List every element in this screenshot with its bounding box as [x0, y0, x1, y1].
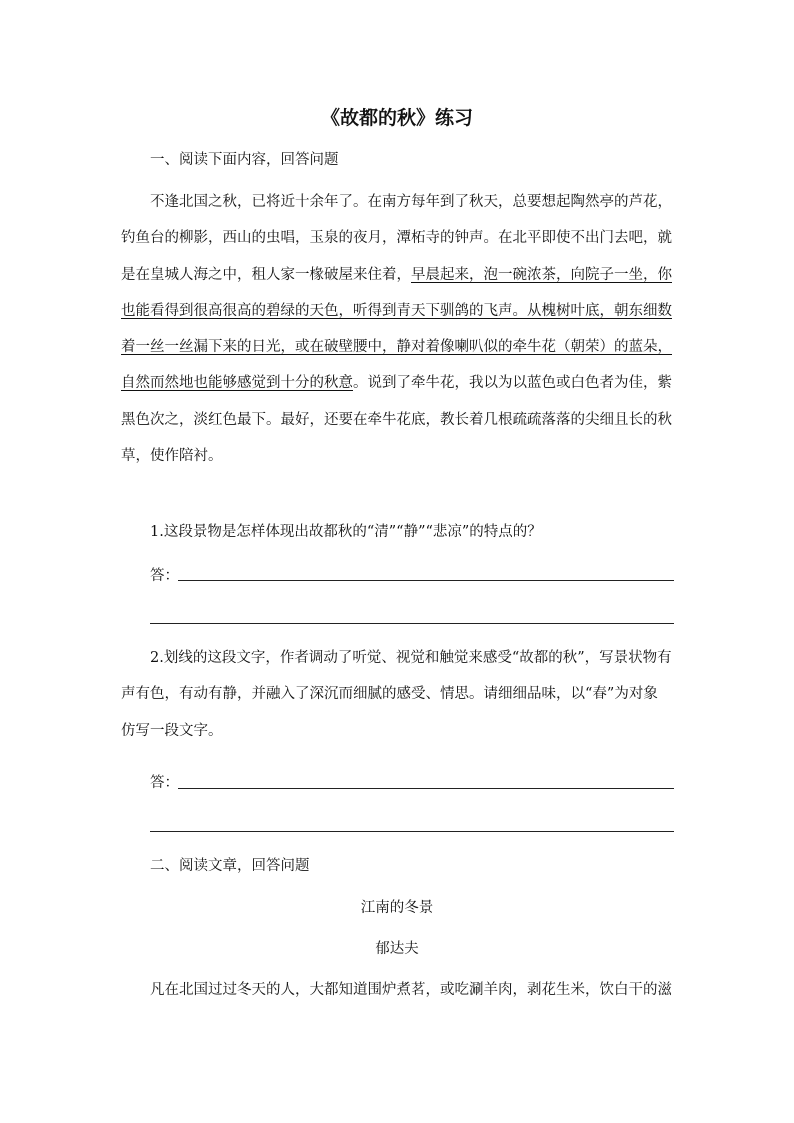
question-1: 1.这段景物是怎样体现出故都秋的“清”“静”“悲凉”的特点的？ [150, 524, 542, 540]
article-title: 江南的冬景 [360, 900, 434, 916]
underlined-passage: 也能看得到很高很高的碧绿的天色，听得到青天下驯鸽的飞声。从槐树叶底，朝东细数 [121, 302, 672, 319]
passage-line [121, 365, 681, 401]
passage-line: 草，使作陪衬。 [121, 448, 223, 465]
passage-line: 不逢北国之秋，已将近十余年了。在南方每年到了秋天，总要想起陶然亭的芦花， [150, 194, 672, 210]
passage-paragraph [121, 184, 681, 474]
answer-line[interactable] [178, 580, 674, 581]
answer-block-1 [150, 566, 674, 586]
page-title: 《故都的秋》练习 [320, 107, 473, 129]
article-line: 凡在北国过过冬天的人，大都知道围炉煮茗，或吃涮羊肉，剥花生米，饮白干的滋 [150, 982, 672, 998]
question-line: 声有色，有动有静，并融入了深沉而细腻的感受、情思。请细细品味，以“春”为对象 [121, 686, 658, 703]
passage-line: 黑色次之，淡红色最下。最好，还要在牵牛花底，教长着几根疏疏落落的尖细且长的秋 [121, 411, 672, 428]
question-line: 2.划线的这段文字，作者调动了听觉、视觉和触觉来感受“故都的秋”，写景状物有 [150, 650, 672, 666]
answer-block-2 [150, 773, 674, 793]
question-2 [121, 640, 681, 749]
passage-line: 钓鱼台的柳影，西山的虫唱，玉泉的夜月，潭柘寺的钟声。在北平即使不出门去吧，就 [121, 230, 672, 247]
answer-label: 答： [150, 775, 179, 791]
article-author: 郁达夫 [375, 941, 419, 957]
article-paragraph [121, 972, 681, 1008]
passage-text: 是在皇城人海之中，租人家一椽破屋来住着， [121, 266, 411, 283]
passage-line [121, 257, 681, 293]
question-line: 仿写一段文字。 [121, 722, 223, 739]
underlined-passage: 自然而然地也能够感觉到十分的秋意 [121, 375, 353, 392]
answer-line[interactable] [178, 788, 674, 789]
answer-label: 答： [150, 568, 179, 584]
underlined-passage: 着一丝一丝漏下来的日光，或在破壁腰中，静对着像喇叭似的牵牛花（朝荣）的蓝朵， [121, 339, 672, 356]
underlined-passage: 早晨起来，泡一碗浓茶，向院子一坐，你 [411, 266, 672, 283]
passage-text: 。说到了牵牛花，我以为以蓝色或白色者为佳，紫 [353, 375, 672, 392]
section-heading-2: 二、阅读文章，回答问题 [150, 858, 310, 874]
section-heading-1: 一、阅读下面内容，回答问题 [150, 152, 339, 168]
answer-line[interactable] [150, 623, 674, 624]
answer-line[interactable] [150, 831, 674, 832]
